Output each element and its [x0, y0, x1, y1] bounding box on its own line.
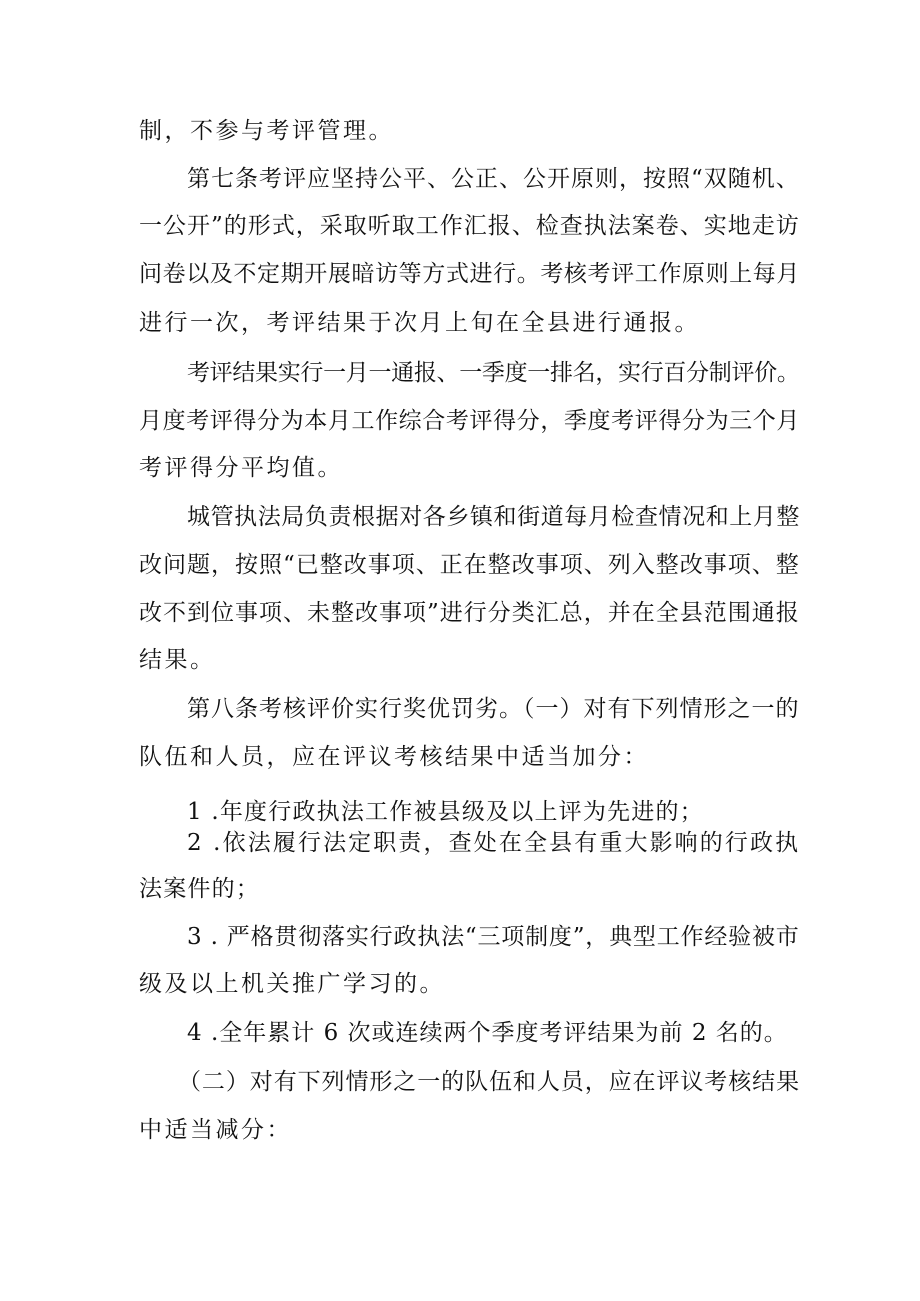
text-line: 法案件的； [139, 876, 260, 902]
text-line: 制，不参与考评管理。 [139, 118, 394, 144]
text-line: 改不到位事项、未整改事项”进行分类汇总，并在全县范围通报 [139, 600, 800, 626]
list-item: 2 .依法履行法定职责，查处在全县有重大影响的行政执 [187, 830, 801, 856]
text-line: 改问题，按照“已整改事项、正在整改事项、列入整改事项、整 [139, 552, 800, 578]
list-item: 4 .全年累计 6 次或连续两个季度考评结果为前 2 名的。 [187, 1020, 788, 1046]
text-line: 第八条考核评价实行奖优罚劣。（一）对有下列情形之一的 [187, 696, 800, 722]
text-line: 城管执法局负责根据对各乡镇和街道每月检查情况和上月整 [187, 504, 800, 530]
list-item: 1 .年度行政执法工作被县级及以上评为先进的； [187, 799, 704, 825]
text-line: 第七条考评应坚持公平、公正、公开原则，按照“双随机、 [187, 166, 800, 192]
text-line: 问卷以及不定期开展暗访等方式进行。考核考评工作原则上每月 [139, 261, 800, 287]
list-item: 3 . 严格贯彻落实行政执法“三项制度”，典型工作经验被市 [187, 924, 800, 950]
text-line: 进行一次，考评结果于次月上旬在全县进行通报。 [139, 310, 700, 336]
text-line: 考评得分平均值。 [139, 455, 343, 481]
text-line: 级及以上机关推广学习的。 [139, 971, 445, 997]
text-line: 队伍和人员，应在评议考核结果中适当加分： [139, 744, 649, 770]
text-line: （二）对有下列情形之一的队伍和人员，应在评议考核结果 [178, 1069, 800, 1095]
text-line: 中适当减分： [139, 1117, 292, 1143]
text-line: 结果。 [139, 647, 216, 673]
text-line: 考评结果实行一月一通报、一季度一排名，实行百分制评价。 [187, 360, 800, 386]
text-line: 一公开”的形式，采取听取工作汇报、检查执法案卷、实地走访 [139, 213, 800, 239]
text-line: 月度考评得分为本月工作综合考评得分，季度考评得分为三个月 [139, 408, 800, 434]
